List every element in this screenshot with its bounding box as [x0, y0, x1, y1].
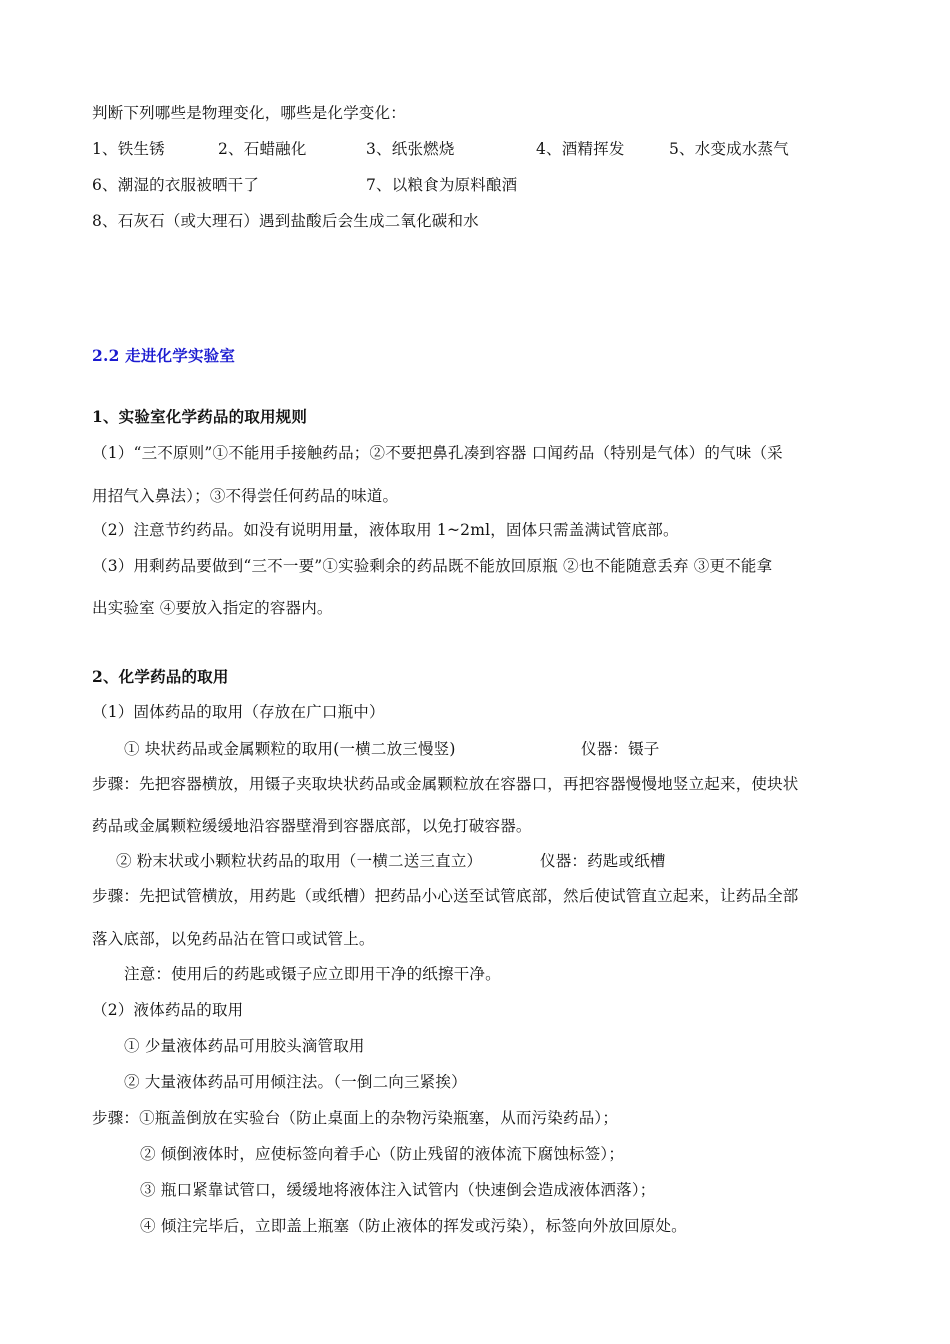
note: 注意：使用后的药匙或镊子应立即用干净的纸擦干净。: [124, 965, 501, 983]
part2-heading: 2、化学药品的取用: [92, 667, 229, 686]
solid-a-step-line1: 步骤：先把容器横放，用镊子夹取块状药品或金属颗粒放在容器口，再把容器慢慢地竖立起来，使块状: [92, 775, 799, 793]
liquid-step: ② 倾倒液体时，应使标签向着手心（防止残留的液体流下腐蚀标签）；: [140, 1145, 625, 1163]
liquid-step: 步骤：①瓶盖倒放在实验台（防止桌面上的杂物污染瓶塞，从而污染药品）；: [92, 1109, 619, 1127]
solid-a-instrument: 仪器：镊子: [581, 740, 660, 758]
intro-item: 1、铁生锈: [92, 140, 165, 158]
liquid-b: ② 大量液体药品可用倾注法。（一倒二向三紧挨）: [124, 1073, 467, 1091]
solid-a-step-line2: 药品或金属颗粒缓缓地沿容器壁滑到容器底部，以免打破容器。: [92, 817, 532, 835]
intro-item: 2、石蜡融化: [218, 140, 307, 158]
solid-a-title: ① 块状药品或金属颗粒的取用(一横二放三慢竖): [124, 740, 456, 758]
solid-b-instrument: 仪器：药匙或纸槽: [540, 852, 666, 870]
solid-b-step-line2: 落入底部，以免药品沾在管口或试管上。: [92, 930, 375, 948]
intro-item: 3、纸张燃烧: [366, 140, 455, 158]
section-title: 2.2 走进化学实验室: [92, 346, 236, 365]
intro-item: 6、潮湿的衣服被晒干了: [92, 176, 260, 194]
intro-item: 5、水变成水蒸气: [669, 140, 789, 158]
solid-b-step-line1: 步骤：先把试管横放，用药匙（或纸槽）把药品小心送至试管底部，然后使试管直立起来，让药品全部: [92, 887, 799, 905]
solid-title: （1）固体药品的取用（存放在广口瓶中）: [92, 703, 385, 721]
liquid-title: （2）液体药品的取用: [92, 1001, 244, 1019]
rule1-line1: （1）“三不原则”①不能用手接触药品；②不要把鼻孔凑到容器 口闻药品（特别是气体）的气味（采: [92, 444, 783, 462]
rule3-line2: 出实验室 ④要放入指定的容器内。: [92, 599, 333, 617]
liquid-a: ① 少量液体药品可用胶头滴管取用: [124, 1037, 365, 1055]
solid-b-title: ② 粉末状或小颗粒状药品的取用（一横二送三直立）: [116, 852, 483, 870]
liquid-step: ④ 倾注完毕后，立即盖上瓶塞（防止液体的挥发或污染），标签向外放回原处。: [140, 1217, 687, 1235]
intro-item: 8、石灰石（或大理石）遇到盐酸后会生成二氧化碳和水: [92, 212, 479, 230]
intro-question: 判断下列哪些是物理变化，哪些是化学变化：: [92, 104, 407, 122]
liquid-step: ③ 瓶口紧靠试管口，缓缓地将液体注入试管内（快速倒会造成液体洒落）；: [140, 1181, 656, 1199]
rule3-line1: （3）用剩药品要做到“三不一要”①实验剩余的药品既不能放回原瓶 ②也不能随意丢弃 ③更不能拿: [92, 557, 773, 575]
rule1-line2: 用招气入鼻法）；③不得尝任何药品的味道。: [92, 487, 399, 505]
rule2: （2）注意节约药品。如没有说明用量，液体取用 1~2ml，固体只需盖满试管底部。: [92, 521, 679, 539]
part1-heading: 1、实验室化学药品的取用规则: [92, 407, 308, 426]
intro-item: 7、以粮食为原料酿酒: [366, 176, 518, 194]
intro-item: 4、酒精挥发: [536, 140, 625, 158]
